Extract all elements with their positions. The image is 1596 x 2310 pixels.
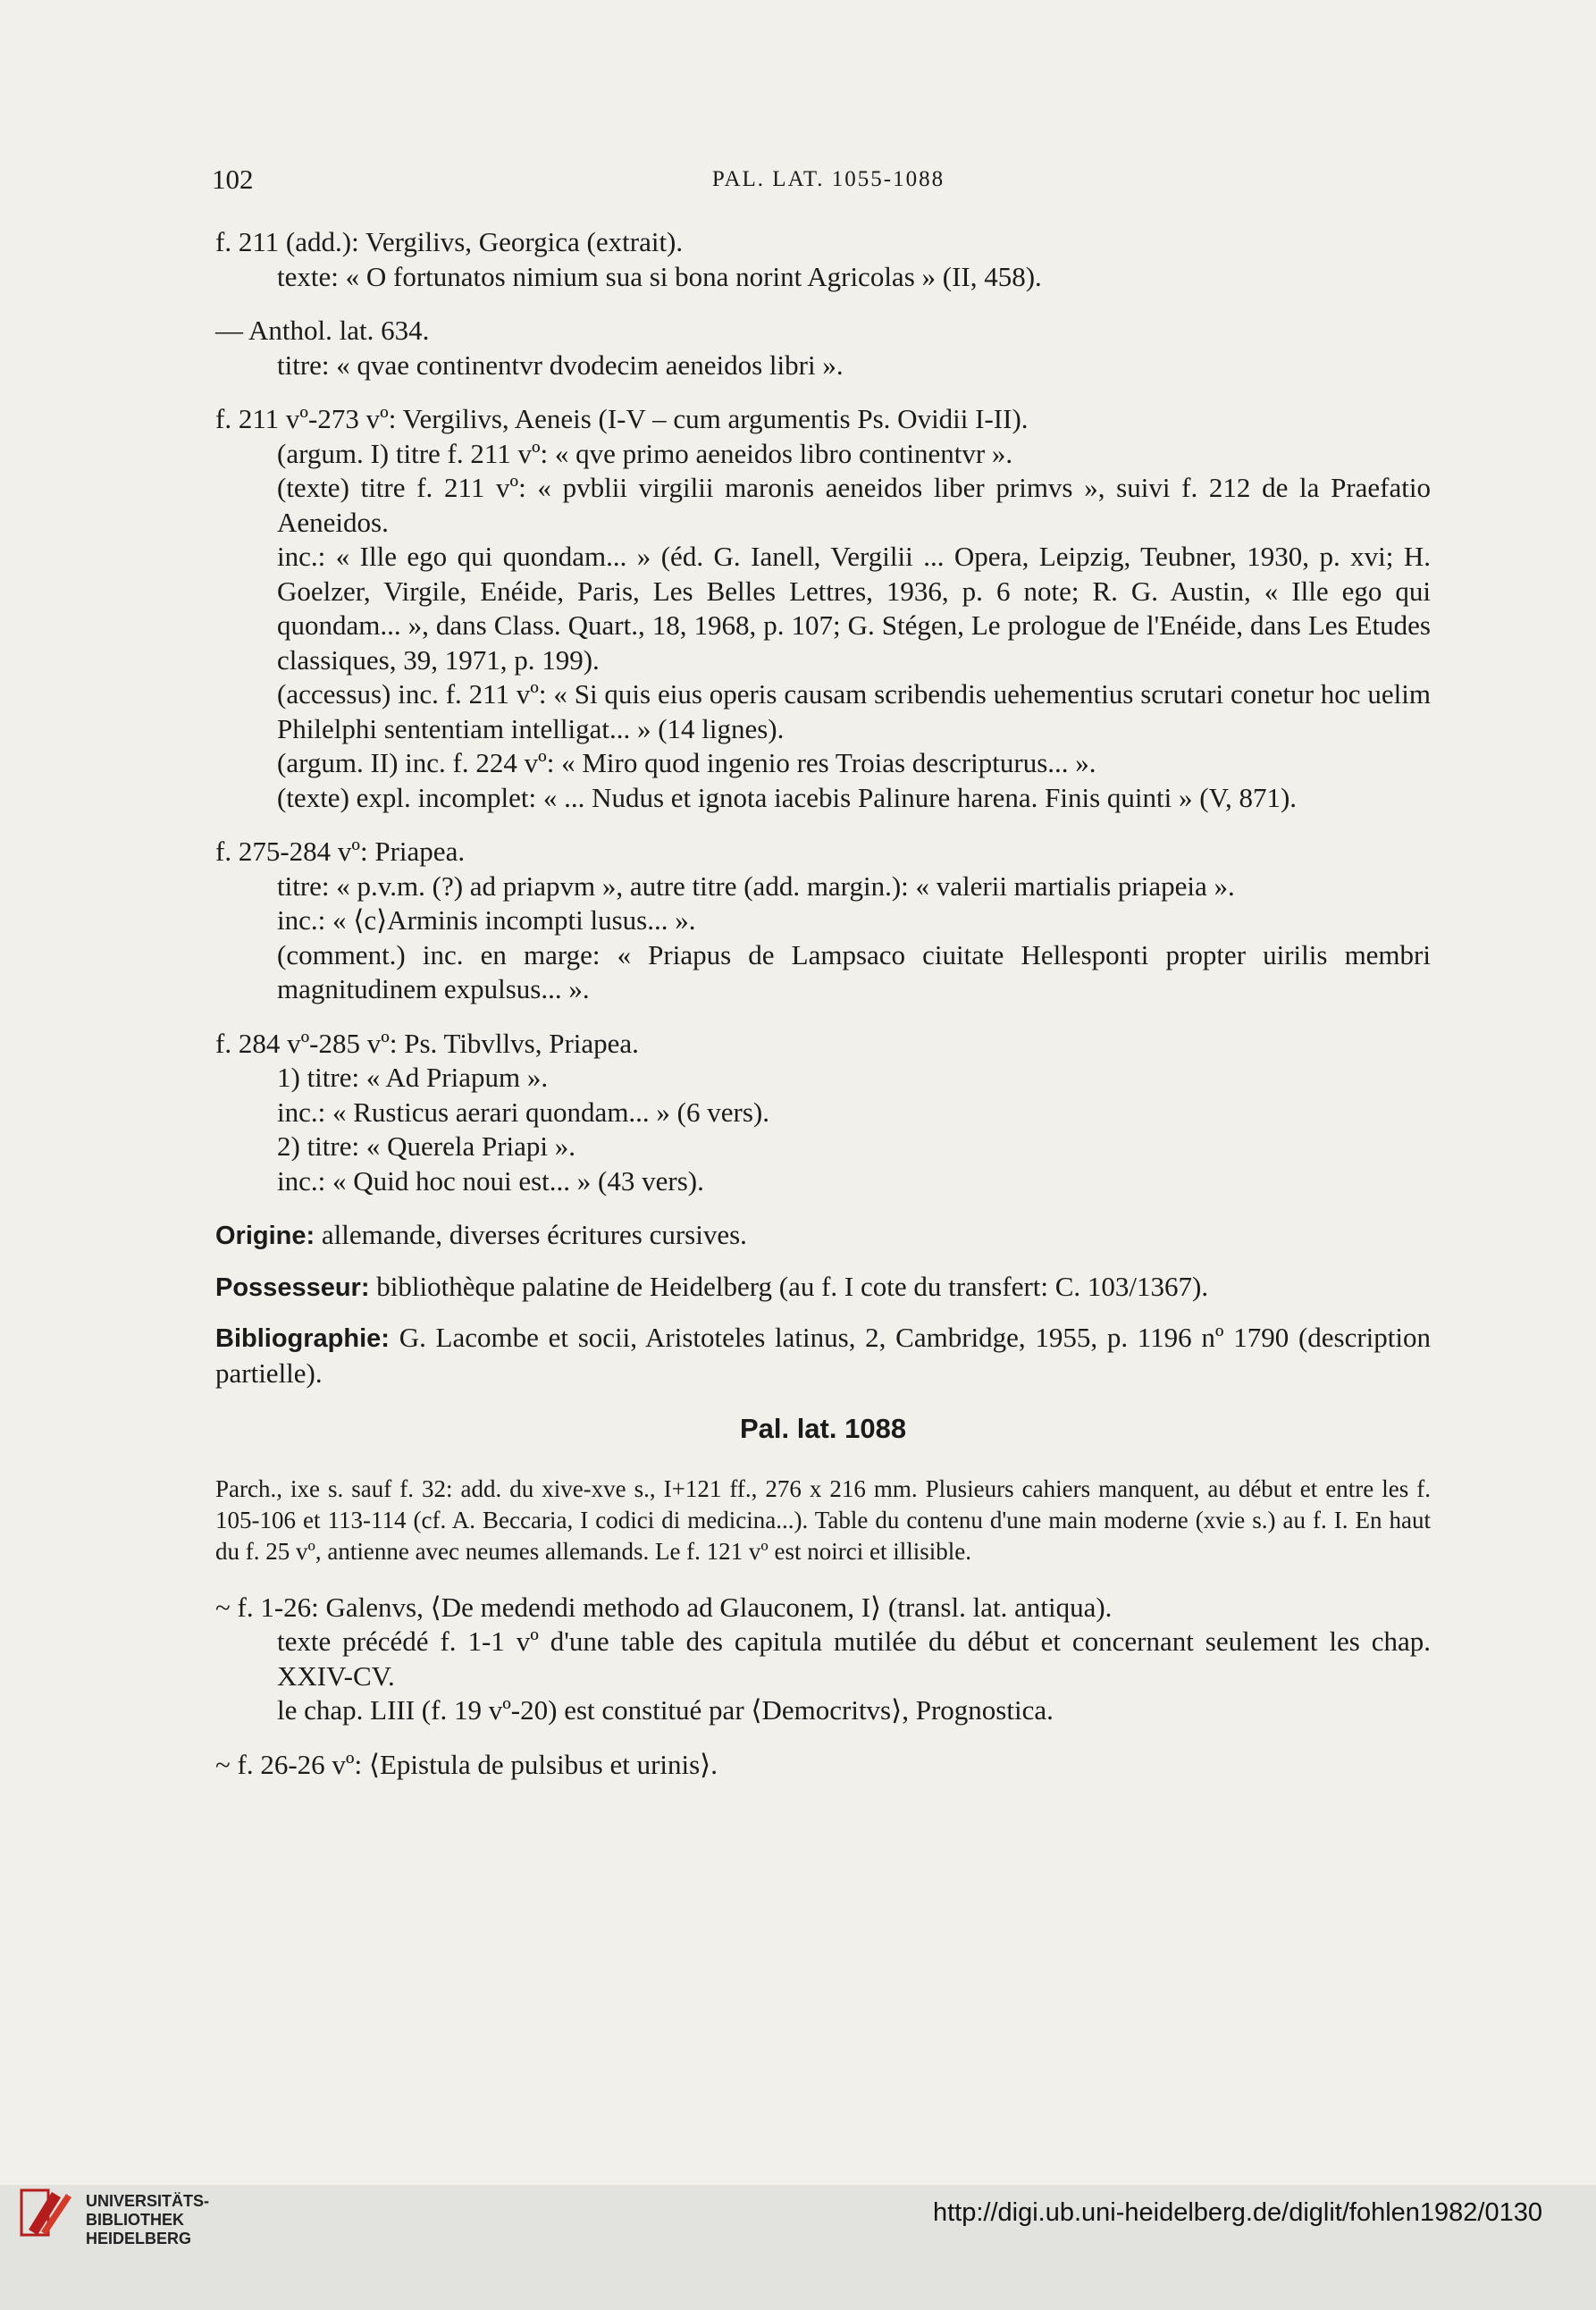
manuscript-heading: Pal. lat. 1088 (739, 1413, 907, 1444)
entry-text: texte: « O fortunatos nimium sua si bona norint Agricolas » (II, 458). (277, 260, 1042, 292)
entry-galenus (215, 1591, 1431, 1728)
entry-text: titre: « qvae continentvr dvodecim aeneidos libri ». (277, 349, 844, 381)
document-body (215, 225, 1431, 1782)
possesseur-text: bibliothèque palatine de Heidelberg (au f. I cote du transfert: C. 103/1367). (376, 1270, 1209, 1302)
entry-georgica (215, 225, 1431, 294)
bibliographie-paragraph (215, 1321, 1431, 1390)
entry-text: (texte) titre f. 211 vº: « pvblii virgilii maronis aeneidos liber primvs », suivi f. 212 de la Praefatio Aeneidos. (277, 472, 1431, 538)
entry-text: inc.: « Quid hoc noui est... » (43 vers). (277, 1164, 704, 1197)
library-name-line: UNIVERSITÄTS- (86, 2192, 210, 2210)
entry-text: inc.: « ⟨c⟩Arminis incompti lusus... ». (277, 904, 696, 936)
entry-text: (comment.) inc. en marge: « Priapus de Lampsaco ciuitate Hellesponti propter uirilis membri magnitudinem expulsus... ». (277, 938, 1431, 1004)
entry-anthol (215, 314, 1431, 382)
entry-heading: f. 211 (add.): Vergilivs, Georgica (extrait). (215, 226, 684, 257)
origine-text: allemande, diverses écritures cursives. (321, 1219, 747, 1250)
entry-heading: ~ f. 1-26: Galenvs, ⟨De medendi methodo ad Glauconem, I⟩ (transl. lat. antiqua). (215, 1591, 1113, 1623)
entry-text: (argum. II) inc. f. 224 vº: « Miro quod ingenio res Troias descripturus... ». (277, 747, 1096, 778)
entry-text: (accessus) inc. f. 211 vº: « Si quis eius operis causam scribendis uehementius scrutari conetur hoc uelim Philelphi sententiam intelligat... » (14 lignes). (277, 678, 1431, 744)
running-head (212, 164, 1445, 199)
permalink[interactable]: http://digi.ub.uni-heidelberg.de/diglit/fohlen1982/0130 (932, 2198, 1542, 2227)
entry-heading: — Anthol. lat. 634. (215, 315, 430, 346)
library-name (86, 2192, 209, 2248)
description-sections (215, 1218, 1431, 1390)
library-name-line: HEIDELBERG (86, 2230, 192, 2247)
entry-epistula: ~ f. 26-26 vº: ⟨Epistula de pulsibus et urinis⟩. (215, 1748, 718, 1780)
entry-text: texte précédé f. 1-1 vº d'une table des capitula mutilée du début et concernant seulement les chap. XXIV-CV. (277, 1625, 1431, 1692)
possesseur-paragraph (215, 1270, 1431, 1306)
entry-text: (texte) expl. incomplet: « ... Nudus et ignota iacebis Palinure harena. Finis quinti » (V, 871). (277, 781, 1298, 813)
library-name-line: BIBLIOTHEK (86, 2211, 184, 2229)
entry-tibullus (215, 1027, 1431, 1199)
entry-text: titre: « p.v.m. (?) ad priapvm », autre titre (add. margin.): « valerii martialis priapeia ». (277, 869, 1235, 902)
entry-text: inc.: « Rusticus aerari quondam... » (6 vers). (277, 1096, 769, 1128)
origine-paragraph (215, 1218, 1431, 1254)
bibliographie-label: Bibliographie: (215, 1324, 390, 1353)
entry-text: 1) titre: « Ad Priapum ». (277, 1062, 549, 1093)
running-title: PAL. LAT. 1055-1088 (711, 167, 945, 191)
bibliographie-text: G. Lacombe et socii, Aristoteles latinus, 2, Cambridge, 1955, p. 1196 nº 1790 (description partielle). (215, 1322, 1432, 1389)
entry-heading: f. 275-284 vº: Priapea. (215, 836, 466, 867)
entry-text: le chap. LIII (f. 19 vº-20) est constitué par ⟨Democritvs⟩, Prognostica. (277, 1694, 1054, 1726)
possesseur-label: Possesseur: (215, 1273, 370, 1302)
entry-heading: f. 211 vº-273 vº: Vergilivs, Aeneis (I-V – cum argumentis Ps. Ovidii I-II). (215, 403, 1029, 434)
entry-aeneis (215, 402, 1431, 815)
origine-label: Origine: (215, 1222, 315, 1250)
manuscript-description: Parch., ixe s. sauf f. 32: add. du xive-xve s., I+121 ff., 276 x 216 mm. Plusieurs cahiers manquent, au début et entre les f. 105-106 et 113-114 (cf. A. Beccaria, I codici di medicina...). Table du contenu d'une main moderne (xvie s.) au f. I. En haut du f. 25 vº, antienne avec neumes allemands. Le f. 121 vº est noirci et illisible. (215, 1474, 1431, 1565)
entry-heading: f. 284 vº-285 vº: Ps. Tibvllvs, Priapea. (215, 1027, 639, 1059)
entry-text: inc.: « Ille ego qui quondam... » (éd. G. Ianell, Vergilii ... Opera, Leipzig, Teubner, 1930, p. xvi; H. Goelzer, Virgile, Enéide, Paris, Les Belles Lettres, 1936, p. 6 note; R. G. Austin, « Ille ego qui quondam... », dans Class. Quart., 18, 1968, p. 107; G. Stégen, Le prologue de l'Enéide, dans Les Etudes classiques, 39, 1971, p. 199). (277, 541, 1431, 676)
entry-priapea (215, 835, 1431, 1007)
entry-text: 2) titre: « Querela Priapi ». (277, 1130, 576, 1162)
entry-text: (argum. I) titre f. 211 vº: « qve primo aeneidos libro continentvr ». (277, 437, 1013, 469)
library-logo-icon (20, 2185, 75, 2240)
page-number: 102 (212, 164, 254, 195)
